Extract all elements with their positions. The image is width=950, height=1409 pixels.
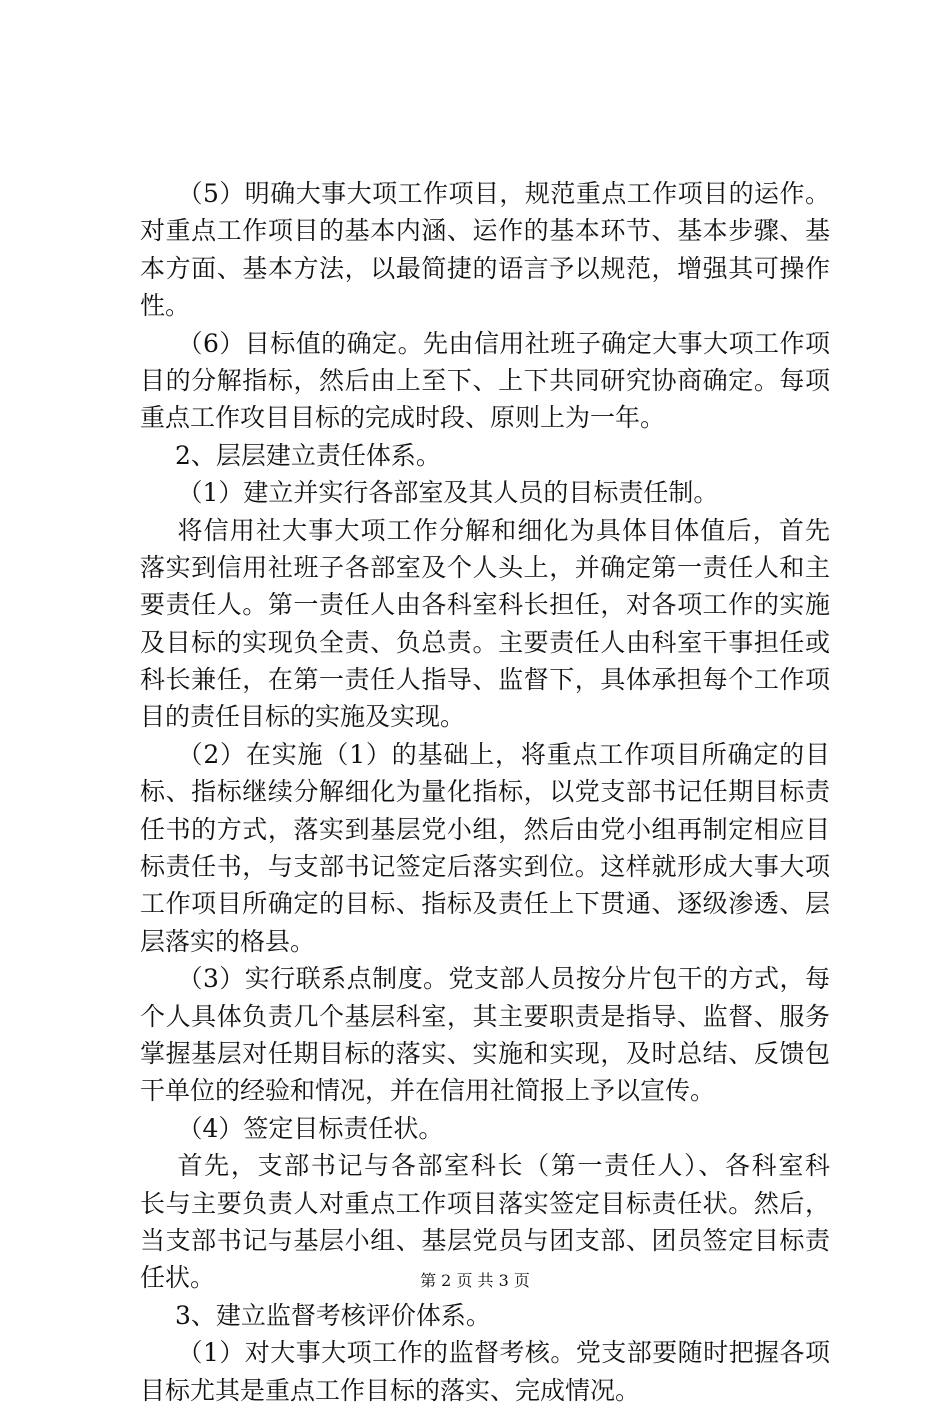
text-line: 工作项目所确定的目标、指标及责任上下贯通、逐级渗透、层 bbox=[140, 889, 830, 919]
text-line: 性。 bbox=[140, 291, 191, 321]
text-line: 目的责任目标的实施及实现。 bbox=[140, 702, 466, 732]
text-line: 层落实的格县。 bbox=[140, 926, 316, 956]
text-line: 3、建立监督考核评价体系。 bbox=[175, 1300, 491, 1330]
text-line: 重点工作攻目目标的完成时段、原则上为一年。 bbox=[140, 403, 666, 433]
text-line: 首先，支部书记与各部室科长（第一责任人）、各科室科 bbox=[177, 1151, 830, 1181]
text-line: （4）签定目标责任状。 bbox=[177, 1113, 444, 1143]
text-line: （6）目标值的确定。先由信用社班子确定大事大项工作项 bbox=[177, 328, 830, 358]
page-footer: 第 2 页 共 3 页 bbox=[420, 1271, 530, 1290]
text-line: 目的分解指标，然后由上至下、上下共同研究协商确定。每项 bbox=[140, 365, 830, 395]
text-line: 及目标的实现负全责、负总责。主要责任人由科室干事担任或 bbox=[140, 627, 830, 657]
text-line: （1）对大事大项工作的监督考核。党支部要随时把握各项 bbox=[177, 1338, 830, 1368]
text-line: 科长兼任，在第一责任人指导、监督下，具体承担每个工作项 bbox=[140, 665, 830, 695]
text-line: 干单位的经验和情况，并在信用社简报上予以宣传。 bbox=[140, 1076, 716, 1106]
text-line: 将信用社大事大项工作分解和细化为具体目体值后，首先 bbox=[177, 515, 830, 545]
text-line: 任书的方式，落实到基层党小组，然后由党小组再制定相应目 bbox=[140, 814, 830, 844]
text-line: 2、层层建立责任体系。 bbox=[175, 440, 441, 470]
text-line: 当支部书记与基层小组、基层党员与团支部、团员签定目标责 bbox=[140, 1225, 830, 1255]
text-line: 标责任书，与支部书记签定后落实到位。这样就形成大事大项 bbox=[140, 852, 830, 882]
text-line: 掌握基层对任期目标的落实、实施和实现，及时总结、反馈包 bbox=[140, 1038, 830, 1068]
text-line: （3）实行联系点制度。党支部人员按分片包干的方式，每 bbox=[177, 964, 830, 994]
text-line: （5）明确大事大项工作项目，规范重点工作项目的运作。 bbox=[177, 179, 830, 208]
text-line: 个人具体负责几个基层科室，其主要职责是指导、监督、服务 bbox=[140, 1001, 830, 1031]
text-line: 要责任人。第一责任人由各科室科长担任，对各项工作的实施 bbox=[140, 590, 830, 620]
text-line: 标、指标继续分解细化为量化指标，以党支部书记任期目标责 bbox=[140, 777, 830, 807]
text-line: （1）建立并实行各部室及其人员的目标责任制。 bbox=[177, 478, 719, 508]
text-line: 对重点工作项目的基本内涵、运作的基本环节、基本步骤、基 bbox=[140, 216, 830, 246]
text-line: 落实到信用社班子各部室及个人头上，并确定第一责任人和主 bbox=[140, 552, 830, 582]
text-line: 任状。 bbox=[140, 1263, 216, 1293]
text-line: 长与主要负责人对重点工作项目落实签定目标责任状。然后， bbox=[140, 1188, 830, 1218]
text-line: 目标尤其是重点工作目标的落实、完成情况。 bbox=[140, 1375, 641, 1405]
text-line: 本方面、基本方法，以最简捷的语言予以规范，增强其可操作 bbox=[140, 253, 830, 283]
text-line: （2）在实施（1）的基础上，将重点工作项目所确定的目 bbox=[177, 739, 830, 769]
document-body bbox=[140, 175, 830, 1409]
